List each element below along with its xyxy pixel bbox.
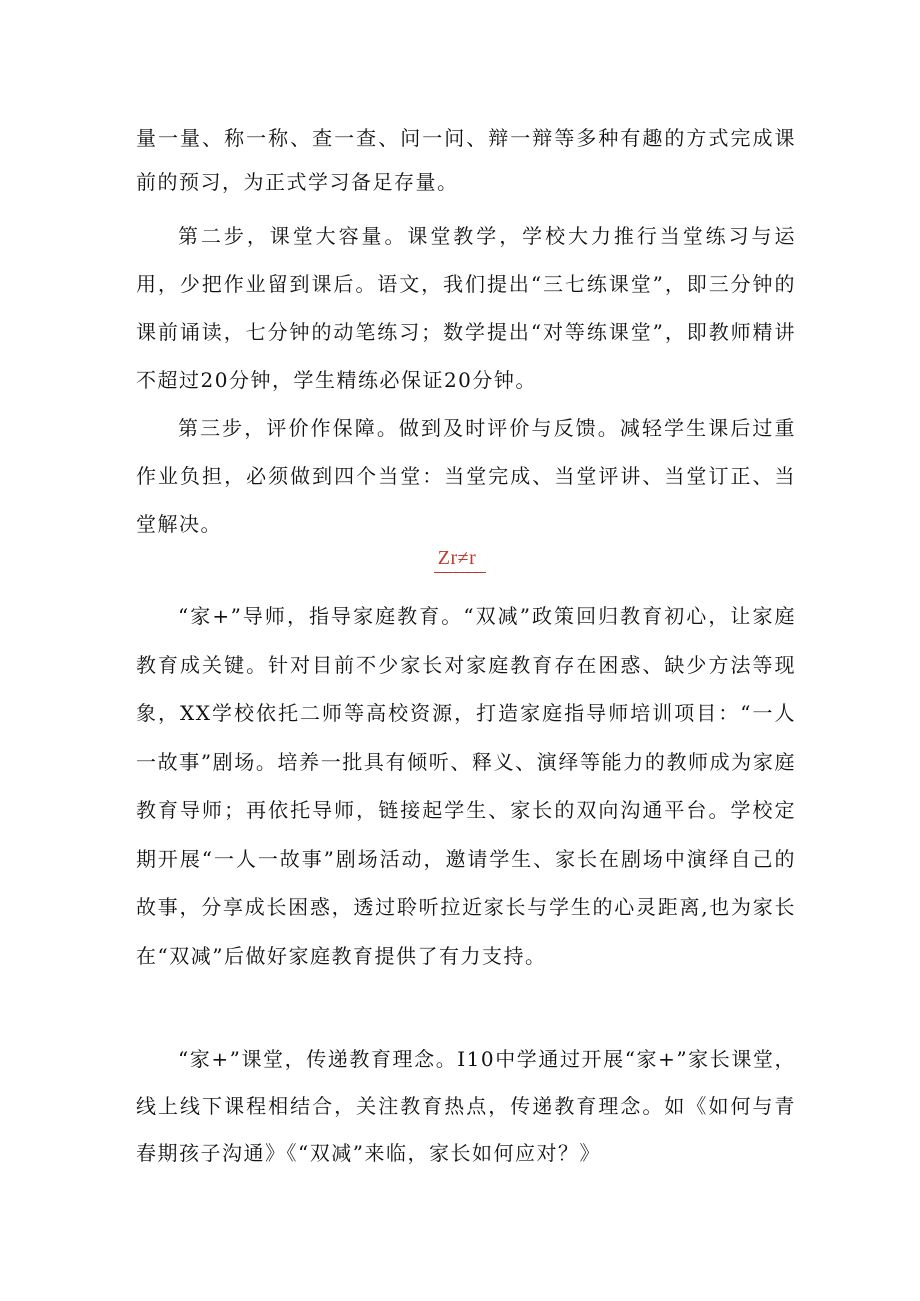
- paragraph-text: 量一量、称一称、查一查、问一问、辩一辩等多种有趣的方式完成课前的预习，为正式学习备足存量。: [136, 126, 796, 194]
- paragraph-text: “家+”课堂，传递教育理念。I10中学通过开展“家+”家长课堂，线上线下课程相结合，关注教育热点，传递教育理念。如《如何与青春期孩子沟通》《“双减”来临，家长如何应对？》: [136, 1047, 796, 1165]
- paragraph-text: 第三步，评价作保障。做到及时评价与反馈。减轻学生课后过重作业负担，必须做到四个当堂：当堂完成、当堂评讲、当堂订正、当堂解决。: [136, 416, 796, 536]
- section-heading: [0, 544, 920, 573]
- paragraph-family-classroom: [136, 1036, 796, 1177]
- paragraph-text: 第二步，课堂大容量。课堂教学，学校大力推行当堂练习与运用，少把作业留到课后。语文，我们提出“三七练课堂”，即三分钟的课前诵读，七分钟的动笔练习；数学提出“对等练课堂”，即教师精讲不超过20分钟，学生精练必保证20分钟。: [136, 224, 796, 392]
- paragraph-step-two: [136, 212, 796, 404]
- paragraph-text: “家+”导师，指导家庭教育。“双减”政策回归教育初心，让家庭教育成关键。针对目前不少家长对家庭教育存在困惑、缺少方法等现象，XX学校依托二师等高校资源，打造家庭指导师培训项目：“一人一故事”剧场。培养一批具有倾听、释义、演绎等能力的教师成为家庭教育导师；再依托导师，链接起学生、家长的双向沟通平台。学校定期开展“一人一故事”剧场活动，邀请学生、家长在剧场中演绎自己的故事，分享成长困惑，透过聆听拉近家长与学生的心灵距离,也为家长在“双减”后做好家庭教育提供了有力支持。: [136, 604, 796, 968]
- paragraph-family-mentor: [136, 592, 796, 980]
- paragraph-step-three: [136, 404, 796, 548]
- section-heading-text: Zr≠r: [434, 544, 487, 573]
- paragraph-preview-continuation: [136, 116, 796, 204]
